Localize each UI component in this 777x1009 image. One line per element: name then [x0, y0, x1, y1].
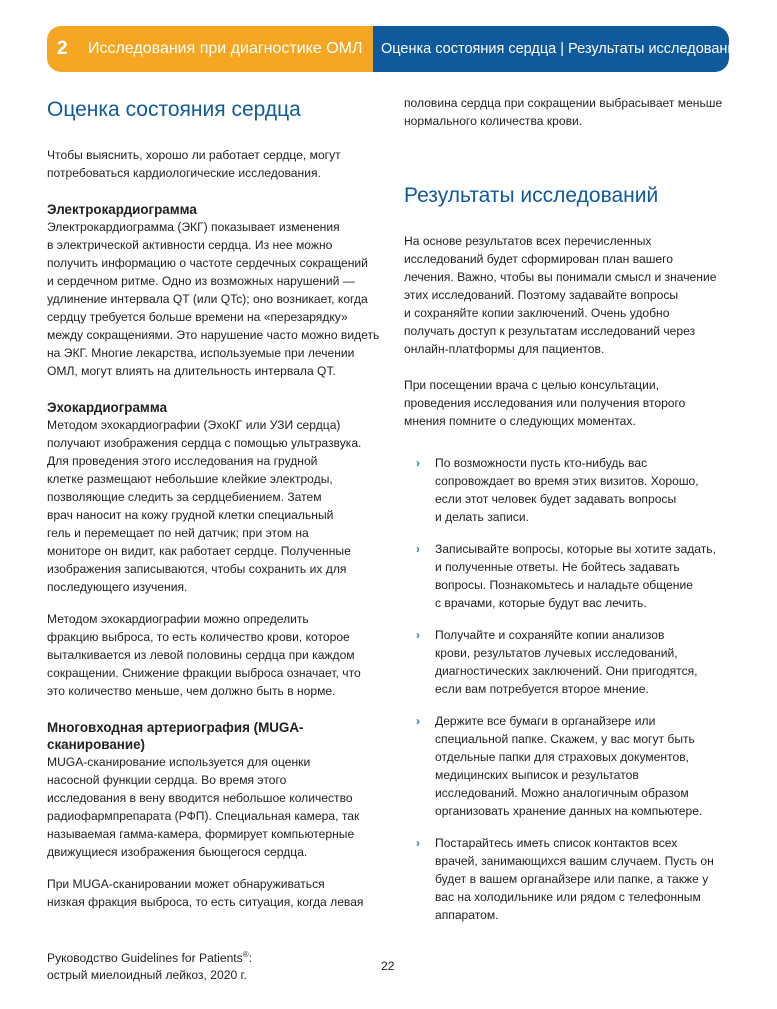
text-line: Электрокардиограмма (ЭКГ) показывает изменения: [47, 220, 340, 234]
tip-line: и делать записи.: [435, 510, 529, 524]
footer-line-1: [47, 946, 252, 967]
tip-item: [404, 712, 734, 820]
guide-name: Руководство Guidelines for Patients: [47, 951, 243, 966]
chapter-number: 2: [57, 38, 68, 59]
muga-paragraph-1: [47, 753, 377, 861]
muga-paragraph-2: [47, 875, 377, 911]
text-line: При MUGA-сканировании может обнаруживаться: [47, 877, 325, 891]
text-line: это количество меньше, чем должно быть в норме.: [47, 684, 336, 698]
text-line: сокращении. Снижение фракции выброса означает, что: [47, 666, 361, 680]
chapter-banner: [47, 26, 744, 72]
tip-line: сопровождает во время этих визитов. Хорошо,: [435, 474, 699, 488]
muga-heading-line: сканирование): [47, 737, 146, 752]
text-line: и сохраняйте копии заключений. Очень удобно: [404, 306, 670, 320]
text-line: мнения помните о следующих моментах.: [404, 414, 636, 428]
tip-line: будет в вашем органайзере или папке, а также у: [435, 872, 709, 886]
text-line: мониторе он видит, как работает сердце. Полученные: [47, 544, 351, 558]
text-line: Методом эхокардиографии (ЭхоКГ или УЗИ сердца): [47, 418, 341, 432]
tip-line: отдельные папки для страховых документов,: [435, 750, 689, 764]
text-line: на ЭКГ. Многие лекарства, используемые при лечении: [47, 346, 355, 360]
tip-line: Постарайтесь иметь список контактов всех: [435, 836, 678, 850]
text-line: гель и перемещает по ней датчик; при этом на: [47, 526, 309, 540]
text-line: исследования в вену вводится небольшое количество: [47, 791, 353, 805]
ecg-paragraph: [47, 218, 380, 380]
text-line: фракцию выброса, то есть количество крови, которое: [47, 630, 350, 644]
tip-line: аппаратом.: [435, 908, 499, 922]
text-line: сердцу требуется больше времени на «перезарядку»: [47, 310, 348, 324]
chevron-right-icon: ›: [416, 542, 420, 556]
tip-line: если вам потребуется второе мнение.: [435, 682, 649, 696]
tip-line: Записывайте вопросы, которые вы хотите задать,: [435, 542, 716, 556]
intro-paragraph: [47, 146, 377, 182]
text-line: Методом эхокардиографии можно определить: [47, 612, 309, 626]
registered-mark: ®: [242, 950, 249, 959]
tip-item: [404, 454, 734, 526]
chevron-right-icon: ›: [416, 628, 420, 642]
echo-paragraph-2: [47, 610, 377, 700]
text-line: Чтобы выяснить, хорошо ли работает сердце, могут: [47, 148, 341, 162]
tip-line: исследований. Можно аналогичным образом: [435, 786, 689, 800]
results-heading: Результаты исследований: [404, 184, 659, 207]
left-column: [47, 90, 380, 911]
text-line: врач наносит на кожу грудной клетки специальный: [47, 508, 334, 522]
tip-line: вопросы. Познакомьтесь и наладьте общение: [435, 578, 693, 592]
text-line: исследований будет сформирован план вашего: [404, 252, 674, 266]
section-path: Оценка состояния сердца | Результаты исследований: [381, 41, 744, 57]
text-line: изображения записываются, чтобы сохранить их для: [47, 562, 347, 576]
page-number: 22: [381, 959, 395, 973]
chapter-title: Исследования при диагностике ОМЛ: [88, 40, 363, 57]
text-line: получить информацию о частоте сердечных сокращений: [47, 256, 368, 270]
text-line: насосной функции сердца. Во время этого: [47, 773, 287, 787]
tip-line: с врачами, которые будут вас лечить.: [435, 596, 647, 610]
text-line: в электрической активности сердца. Из нее можно: [47, 238, 333, 252]
ecg-heading: Электрокардиограмма: [47, 202, 197, 217]
text-line: позволяющие следить за сердцебиением. Затем: [47, 490, 322, 504]
footer-line-2: острый миелоидный лейкоз, 2020 г.: [47, 968, 247, 983]
echo-paragraph-1: [47, 416, 377, 596]
tip-line: врачей, занимающихся вашим случаем. Пусть он: [435, 854, 714, 868]
text-line: называемая гамма-камера, формирует компьютерные: [47, 827, 355, 841]
text-line: последующего изучения.: [47, 580, 188, 594]
text-line: движущиеся изображения бьющегося сердца.: [47, 845, 308, 859]
muga-heading-line: Многовходная артериография (MUGA-: [47, 720, 304, 735]
text-line: этих исследований. Поэтому задавайте вопросы: [404, 288, 679, 302]
text-line: лечения. Важно, чтобы вы понимали смысл и значение: [404, 270, 717, 284]
text-line: получают изображения сердца с помощью ультразвука.: [47, 436, 362, 450]
right-column: [404, 90, 734, 938]
text-line: онлайн-платформы для пациентов.: [404, 342, 605, 356]
text-line: половина сердца при сокращении выбрасывает меньше: [404, 96, 723, 110]
chevron-right-icon: ›: [416, 836, 420, 850]
tip-line: диагностических заключений. Они пригодятся,: [435, 664, 698, 678]
tips-list: [404, 454, 734, 924]
chevron-right-icon: ›: [416, 714, 420, 728]
tip-line: Держите все бумаги в органайзере или: [435, 714, 656, 728]
muga-heading: [47, 719, 377, 753]
tip-line: вас на холодильнике или рядом с телефонным: [435, 890, 701, 904]
text-line: MUGA-сканирование используется для оценки: [47, 755, 311, 769]
tip-line: и полученные ответы. Не бойтесь задавать: [435, 560, 680, 574]
tip-line: организовать хранение данных на компьютере.: [435, 804, 703, 818]
text-line: потребоваться кардиологические исследования.: [47, 166, 321, 180]
tip-line: если этот человек будет задавать вопросы: [435, 492, 677, 506]
text-line: клетке размещают небольшие клейкие электроды,: [47, 472, 333, 486]
text-line: получать доступ к результатам исследований через: [404, 324, 696, 338]
text-line: На основе результатов всех перечисленных: [404, 234, 652, 248]
tip-line: медицинских выписок и результатов: [435, 768, 639, 782]
tip-item: [404, 540, 734, 612]
text-line: и сердечном ритме. Одно из возможных нарушений —: [47, 274, 355, 288]
text-line: проведения исследования или получения второго: [404, 396, 686, 410]
continuation-paragraph: [404, 94, 734, 130]
tip-item: [404, 834, 734, 924]
footer: [47, 946, 252, 984]
text-line: низкая фракция выброса, то есть ситуация, когда левая: [47, 895, 364, 909]
results-paragraph-2: [404, 376, 734, 430]
tip-item: [404, 626, 734, 698]
tip-line: специальной папке. Скажем, у вас могут быть: [435, 732, 695, 746]
text-line: нормального количества крови.: [404, 114, 583, 128]
text-line: радиофармпрепарата (РФП). Специальная камера, так: [47, 809, 360, 823]
echo-heading: Эхокардиограмма: [47, 400, 168, 415]
tip-line: крови, результатов лучевых исследований,: [435, 646, 678, 660]
text-line: При посещении врача с целью консультации,: [404, 378, 659, 392]
tip-line: Получайте и сохраняйте копии анализов: [435, 628, 665, 642]
text-line: между сокращениями. Это нарушение часто можно видеть: [47, 328, 380, 342]
heart-assessment-heading: Оценка состояния сердца: [47, 98, 301, 121]
chevron-right-icon: ›: [416, 456, 420, 470]
footer-colon: :: [248, 951, 252, 966]
text-line: удлинение интервала QT (или QTc); оно возникает, когда: [47, 292, 368, 306]
text-line: ОМЛ, могут влиять на длительность интервала QT.: [47, 364, 336, 378]
text-line: Для проведения этого исследования на грудной: [47, 454, 318, 468]
tip-line: По возможности пусть кто-нибудь вас: [435, 456, 648, 470]
text-line: выталкивается из левой половины сердца при каждом: [47, 648, 355, 662]
results-paragraph-1: [404, 232, 734, 358]
